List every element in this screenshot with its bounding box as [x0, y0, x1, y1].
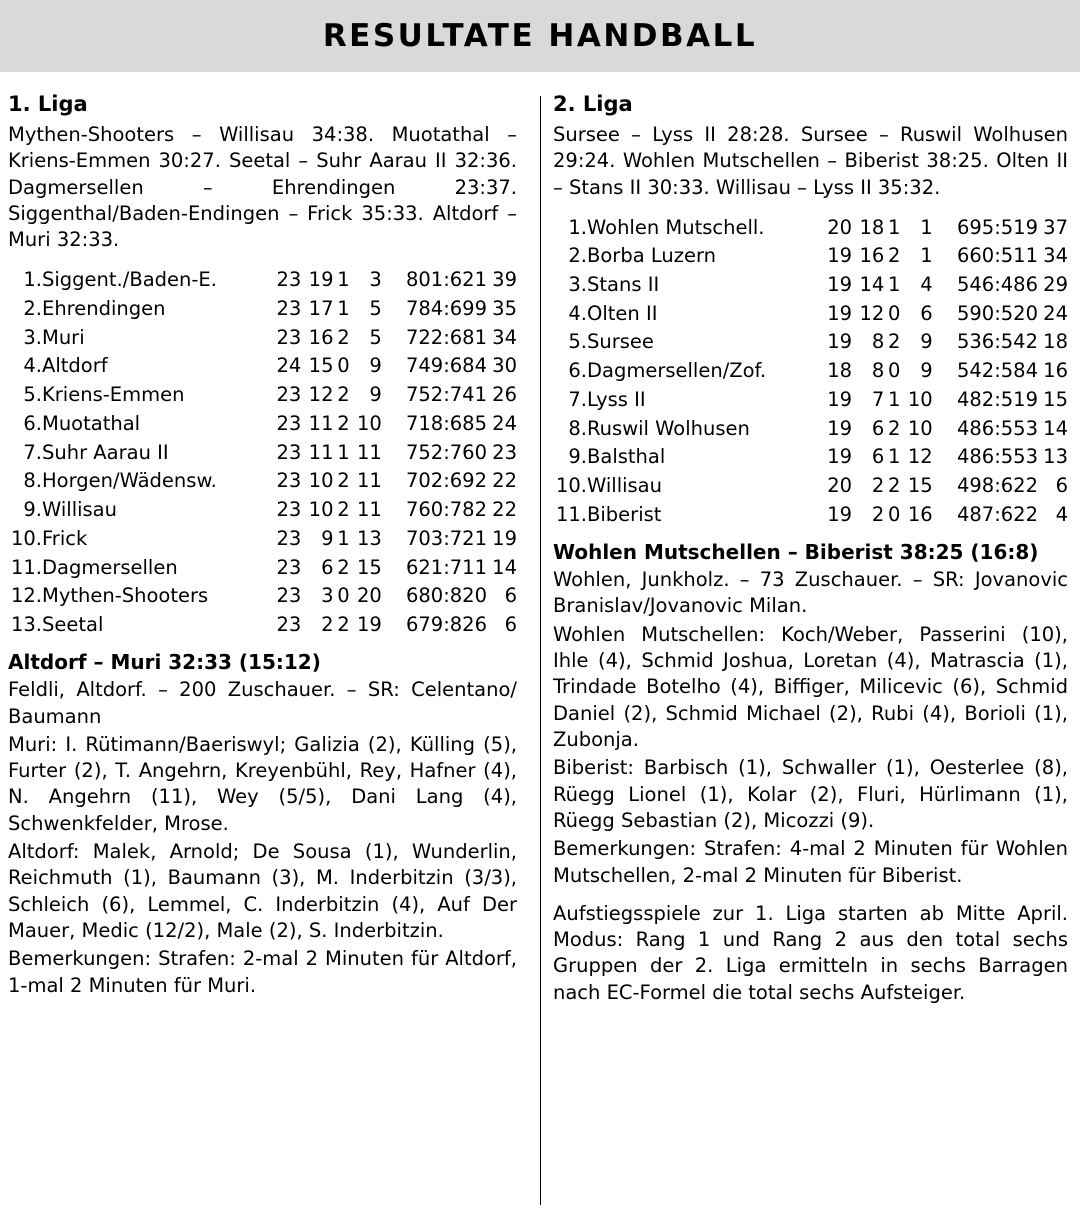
row-won: 2 — [321, 612, 334, 636]
row-played: 23 — [276, 325, 302, 349]
row-points: 23 — [492, 440, 517, 464]
masthead — [0, 0, 1080, 75]
standings-body-liga2 — [553, 213, 1068, 529]
row-points: 6 — [504, 612, 517, 636]
row-won: 12 — [859, 301, 885, 325]
row-team: Suhr Aarau II — [42, 440, 169, 464]
row-drawn: 2 — [337, 325, 350, 349]
row-team: Balsthal — [587, 445, 666, 469]
row-lost: 5 — [369, 296, 382, 320]
row-goals: 760:782 — [405, 498, 487, 522]
row-goals: 784:699 — [405, 296, 487, 320]
match-venue-wohlen-biberist: Wohlen, Junkholz. – 73 Zuschauer. – SR: Jovanovic Branislav/Jovanovic Milan. — [553, 568, 1068, 618]
row-won: 17 — [308, 296, 334, 320]
row-played: 19 — [827, 273, 853, 296]
table-row — [553, 328, 1068, 357]
row-won: 10 — [308, 469, 334, 493]
row-goals: 718:685 — [405, 411, 487, 435]
row-rank: 5. — [23, 383, 42, 407]
row-drawn: 2 — [337, 469, 350, 493]
table-row — [8, 266, 517, 295]
row-won: 6 — [871, 416, 885, 440]
row-goals: 680:820 — [405, 584, 487, 608]
match-heading-altdorf-muri: Altdorf – Muri 32:33 (15:12) — [8, 650, 321, 675]
row-team: Siggent./Baden-E. — [42, 268, 217, 292]
standings-table-liga1 — [8, 266, 517, 640]
match-notes-altdorf-muri: Bemerkungen: Strafen: 2-mal 2 Minuten für Altdorf, 1-mal 2 Minuten für Muri. — [8, 947, 517, 997]
row-points: 30 — [492, 354, 517, 378]
table-row — [8, 610, 517, 639]
row-points: 34 — [1043, 244, 1068, 268]
row-lost: 1 — [920, 244, 933, 268]
row-played: 23 — [276, 440, 302, 464]
row-goals: 486:553 — [956, 416, 1038, 440]
row-played: 23 — [276, 383, 302, 407]
row-points: 29 — [1043, 273, 1068, 296]
row-drawn: 0 — [888, 359, 901, 383]
row-won: 14 — [859, 273, 885, 296]
row-team: Horgen/Wädensw. — [42, 469, 217, 493]
table-row — [8, 582, 517, 611]
row-played: 23 — [276, 469, 302, 493]
table-row — [553, 213, 1068, 242]
row-won: 15 — [308, 354, 334, 378]
row-drawn: 0 — [337, 584, 350, 608]
table-row — [8, 323, 517, 352]
row-won: 16 — [859, 244, 885, 268]
row-goals: 542:584 — [956, 359, 1038, 383]
row-team: Dagmersellen — [42, 555, 178, 579]
match-lineup-biberist: Biberist: Barbisch (1), Schwaller (1), Oesterlee (8), Rüegg Lionel (1), Kolar (2), Fluri, Hürlimann (1), Rüegg Sebastian (2), Micozzi (9). — [553, 756, 1068, 832]
row-team: Sursee — [587, 330, 654, 354]
row-points: 14 — [1043, 416, 1068, 440]
row-team: Seetal — [42, 612, 104, 636]
row-drawn: 1 — [337, 526, 350, 550]
row-drawn: 2 — [337, 612, 350, 636]
row-goals: 752:760 — [405, 440, 487, 464]
row-team: Borba Luzern — [587, 244, 716, 268]
match-lineup-muri: Muri: I. Rütimann/Baeriswyl; Galizia (2), Külling (5), Furter (2), T. Angehrn, Kreyenbühl, Rey, Hafner (4), N. Angehrn (11), Wey (5/5), Dani Lang (4), Schwenkfelder, Mrose. — [8, 732, 517, 835]
row-rank: 2. — [23, 296, 42, 320]
row-goals: 752:741 — [405, 383, 487, 407]
row-won: 8 — [871, 330, 885, 354]
row-drawn: 2 — [337, 383, 350, 407]
row-lost: 13 — [357, 526, 382, 550]
row-played: 19 — [827, 301, 853, 325]
row-played: 23 — [276, 584, 302, 608]
match-lineup-wohlen: Wohlen Mutschellen: Koch/Weber, Passerini (10), Ihle (4), Schmid Joshua, Loretan (4), Matrascia (1), Trindade Botelho (4), Biffiger, Milicevic (6), Schmid Daniel (2), Schmid Michael (2), Rubi (4), Borioli (1), Zubonja. — [553, 622, 1068, 751]
row-lost: 9 — [920, 359, 933, 383]
row-drawn: 1 — [337, 440, 350, 464]
row-goals: 590:520 — [956, 301, 1038, 325]
row-rank: 2. — [568, 244, 587, 268]
row-rank: 10. — [555, 474, 587, 498]
row-points: 26 — [492, 383, 517, 407]
row-rank: 12. — [10, 584, 42, 608]
row-team: Lyss II — [587, 387, 646, 411]
row-rank: 5. — [568, 330, 587, 354]
row-rank: 1. — [568, 215, 587, 239]
table-row — [553, 414, 1068, 443]
row-played: 23 — [276, 411, 302, 435]
row-drawn: 2 — [888, 474, 901, 498]
row-played: 19 — [827, 387, 853, 411]
row-played: 19 — [827, 502, 853, 526]
row-won: 7 — [871, 387, 885, 411]
row-drawn: 1 — [888, 445, 901, 469]
row-points: 18 — [1043, 330, 1068, 354]
row-drawn: 0 — [888, 502, 901, 526]
row-rank: 6. — [23, 411, 42, 435]
row-won: 12 — [308, 383, 334, 407]
row-goals: 695:519 — [956, 215, 1038, 239]
row-rank: 4. — [568, 301, 587, 325]
row-team: Ruswil Wolhusen — [587, 416, 750, 440]
row-goals: 702:692 — [405, 469, 487, 493]
row-won: 9 — [321, 526, 334, 550]
row-played: 20 — [827, 474, 853, 498]
row-won: 6 — [871, 445, 885, 469]
promotion-note: Aufstiegsspiele zur 1. Liga starten ab Mitte April. Modus: Rang 1 und Rang 2 aus den total sechs Gruppen der 2. Liga ermitteln in sechs Barragen nach EC-Formel die total sechs Aufsteiger. — [553, 901, 1068, 1004]
row-team: Wohlen Mutschell. — [587, 215, 765, 239]
row-lost: 15 — [357, 555, 382, 579]
row-played: 20 — [827, 215, 853, 239]
row-lost: 4 — [920, 273, 933, 296]
row-rank: 3. — [568, 273, 587, 296]
row-drawn: 1 — [888, 215, 901, 239]
row-lost: 16 — [907, 502, 933, 526]
row-lost: 10 — [907, 387, 933, 411]
table-row — [553, 299, 1068, 328]
results-summary-liga1: Mythen-Shooters – Willisau 34:38. Muotathal – Kriens-Emmen 30:27. Seetal – Suhr Aarau II 32:36. Dagmersellen – Ehrendingen 23:37. Siggenthal/Baden-Endingen – Frick 35:33. Altdorf – Muri 32:33. — [8, 123, 517, 252]
row-goals: 536:542 — [956, 330, 1038, 354]
row-goals: 621:711 — [405, 555, 487, 579]
row-team: Muri — [42, 325, 85, 349]
row-goals: 660:511 — [956, 244, 1038, 268]
row-lost: 10 — [907, 416, 933, 440]
row-played: 23 — [276, 555, 302, 579]
table-row — [553, 271, 1068, 300]
table-row — [8, 553, 517, 582]
row-won: 8 — [871, 359, 885, 383]
table-row — [553, 500, 1068, 529]
match-notes-wohlen-biberist: Bemerkungen: Strafen: 4-mal 2 Minuten für Wohlen Mutschellen, 2-mal 2 Minuten für Biberist. — [553, 837, 1068, 887]
match-heading-wohlen-biberist: Wohlen Mutschellen – Biberist 38:25 (16:8) — [553, 540, 1039, 565]
row-lost: 3 — [369, 268, 382, 292]
row-points: 39 — [492, 268, 517, 292]
column-left — [8, 93, 523, 1008]
row-goals: 749:684 — [405, 354, 487, 378]
row-rank: 9. — [568, 445, 587, 469]
row-drawn: 2 — [337, 555, 350, 579]
row-team: Mythen-Shooters — [42, 584, 209, 608]
table-row — [8, 496, 517, 525]
row-team: Willisau — [42, 498, 117, 522]
row-rank: 13. — [10, 612, 42, 636]
table-row — [8, 467, 517, 496]
row-lost: 9 — [369, 383, 382, 407]
row-team: Olten II — [587, 301, 658, 325]
row-team: Dagmersellen/Zof. — [587, 359, 767, 383]
row-goals: 482:519 — [956, 387, 1038, 411]
row-rank: 4. — [23, 354, 42, 378]
row-team: Stans II — [587, 273, 660, 296]
row-goals: 703:721 — [405, 526, 487, 550]
row-team: Muotathal — [42, 411, 141, 435]
row-lost: 5 — [369, 325, 382, 349]
row-goals: 801:621 — [405, 268, 487, 292]
row-played: 18 — [827, 359, 853, 383]
row-points: 34 — [492, 325, 517, 349]
table-row — [8, 524, 517, 553]
row-played: 23 — [276, 498, 302, 522]
row-lost: 11 — [357, 498, 382, 522]
row-points: 35 — [492, 296, 517, 320]
row-rank: 8. — [23, 469, 42, 493]
row-lost: 9 — [920, 330, 933, 354]
row-drawn: 2 — [888, 330, 901, 354]
row-won: 10 — [308, 498, 334, 522]
row-points: 14 — [492, 555, 517, 579]
row-drawn: 0 — [888, 301, 901, 325]
row-lost: 15 — [907, 474, 933, 498]
row-won: 2 — [871, 474, 885, 498]
row-played: 24 — [276, 354, 302, 378]
row-drawn: 1 — [337, 296, 350, 320]
row-rank: 7. — [23, 440, 42, 464]
row-won: 19 — [308, 268, 334, 292]
row-team: Biberist — [587, 502, 662, 526]
row-drawn: 2 — [888, 244, 901, 268]
row-drawn: 2 — [888, 416, 901, 440]
row-drawn: 1 — [888, 273, 901, 296]
row-team: Kriens-Emmen — [42, 383, 185, 407]
row-goals: 486:553 — [956, 445, 1038, 469]
standings-body-liga1 — [8, 266, 517, 640]
row-rank: 6. — [568, 359, 587, 383]
row-lost: 6 — [920, 301, 933, 325]
row-rank: 3. — [23, 325, 42, 349]
row-team: Ehrendingen — [42, 296, 166, 320]
column-right — [553, 93, 1068, 1008]
table-row — [553, 472, 1068, 501]
row-drawn: 2 — [337, 411, 350, 435]
results-summary-liga2: Sursee – Lyss II 28:28. Sursee – Ruswil Wolhusen 29:24. Wohlen Mutschellen – Biberist 38:25. Olten II – Stans II 30:33. Willisau – Lyss II 35:32. — [553, 123, 1068, 199]
row-points: 13 — [1043, 445, 1068, 469]
row-played: 23 — [276, 612, 302, 636]
table-row — [553, 385, 1068, 414]
table-row — [8, 409, 517, 438]
row-points: 24 — [1043, 301, 1068, 325]
row-lost: 9 — [369, 354, 382, 378]
row-played: 19 — [827, 445, 853, 469]
row-points: 24 — [492, 411, 517, 435]
row-lost: 20 — [357, 584, 382, 608]
row-lost: 10 — [357, 411, 382, 435]
table-row — [553, 357, 1068, 386]
row-won: 3 — [321, 584, 334, 608]
row-played: 19 — [827, 330, 853, 354]
row-played: 23 — [276, 296, 302, 320]
row-points: 19 — [492, 526, 517, 550]
row-lost: 12 — [907, 445, 933, 469]
section-title-liga2: 2. Liga — [553, 92, 633, 116]
row-lost: 19 — [357, 612, 382, 636]
row-points: 37 — [1043, 215, 1068, 239]
row-rank: 11. — [555, 502, 587, 526]
match-lineup-altdorf: Altdorf: Malek, Arnold; De Sousa (1), Wunderlin, Reichmuth (1), Baumann (3), M. Inderbitzin (3/3), Schleich (6), Lemmel, C. Inderbitzin (4), Auf Der Mauer, Medic (12/2), Male (2), S. Inderbitzin. — [8, 840, 517, 943]
row-drawn: 1 — [337, 268, 350, 292]
section-title-liga1: 1. Liga — [8, 92, 88, 116]
row-goals: 498:622 — [956, 474, 1038, 498]
row-points: 22 — [492, 498, 517, 522]
row-lost: 11 — [357, 440, 382, 464]
row-drawn: 2 — [337, 498, 350, 522]
row-points: 16 — [1043, 359, 1068, 383]
row-lost: 11 — [357, 469, 382, 493]
table-row — [8, 352, 517, 381]
column-divider — [540, 96, 541, 1205]
row-rank: 11. — [10, 555, 42, 579]
row-played: 19 — [827, 416, 853, 440]
standings-table-liga2 — [553, 213, 1068, 529]
row-lost: 1 — [920, 215, 933, 239]
table-row — [8, 381, 517, 410]
match-venue-altdorf-muri: Feldli, Altdorf. – 200 Zuschauer. – SR: Celentano/ Baumann — [8, 678, 517, 728]
row-team: Frick — [42, 526, 88, 550]
row-played: 23 — [276, 268, 302, 292]
row-points: 6 — [1055, 474, 1068, 498]
row-goals: 722:681 — [405, 325, 487, 349]
row-team: Altdorf — [42, 354, 108, 378]
table-row — [553, 443, 1068, 472]
row-rank: 1. — [23, 268, 42, 292]
row-points: 15 — [1043, 387, 1068, 411]
row-points: 4 — [1055, 502, 1068, 526]
row-won: 11 — [308, 440, 334, 464]
row-won: 6 — [321, 555, 334, 579]
table-row — [553, 242, 1068, 271]
row-won: 16 — [308, 325, 334, 349]
table-row — [8, 294, 517, 323]
row-points: 6 — [504, 584, 517, 608]
row-won: 18 — [859, 215, 885, 239]
row-rank: 8. — [568, 416, 587, 440]
row-won: 11 — [308, 411, 334, 435]
row-goals: 679:826 — [405, 612, 487, 636]
row-played: 19 — [827, 244, 853, 268]
row-team: Willisau — [587, 474, 662, 498]
row-won: 2 — [871, 502, 885, 526]
row-goals: 546:486 — [956, 273, 1038, 296]
row-played: 23 — [276, 526, 302, 550]
row-points: 22 — [492, 469, 517, 493]
row-rank: 10. — [10, 526, 42, 550]
row-rank: 7. — [568, 387, 587, 411]
row-drawn: 0 — [337, 354, 350, 378]
table-row — [8, 438, 517, 467]
footer-spacer — [553, 891, 1068, 901]
row-rank: 9. — [23, 498, 42, 522]
row-drawn: 1 — [888, 387, 901, 411]
page-title: RESULTATE HANDBALL — [322, 18, 758, 54]
row-goals: 487:622 — [956, 502, 1038, 526]
